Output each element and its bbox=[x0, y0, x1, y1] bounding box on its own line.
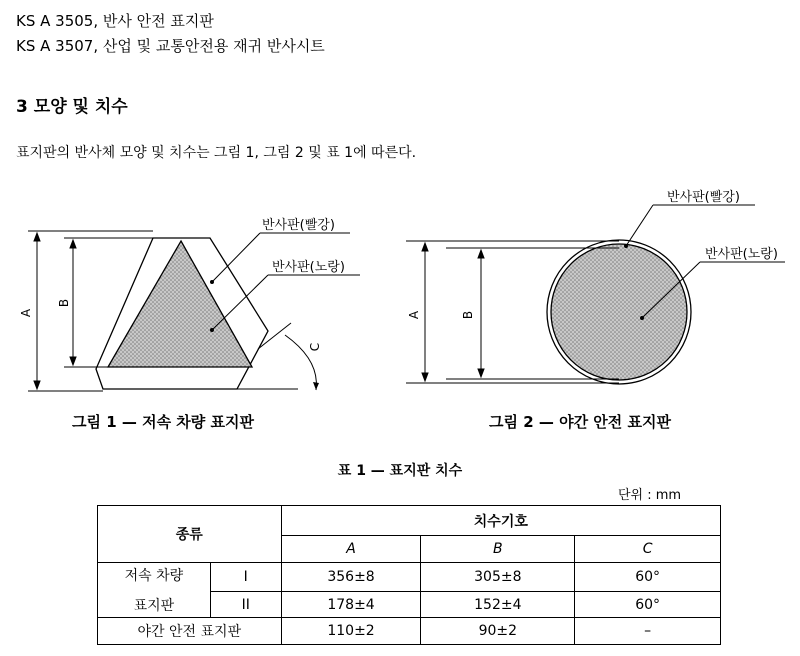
cell-b: 305±8 bbox=[421, 563, 575, 592]
reference-ks-a-3507: KS A 3507, 산업 및 교통안전용 재귀 반사시트 bbox=[16, 37, 325, 55]
header-col-b: B bbox=[421, 536, 575, 563]
dimensions-table bbox=[97, 505, 721, 645]
cell-b: 90±2 bbox=[421, 618, 575, 645]
dimension-b-label: B bbox=[57, 298, 71, 308]
cell-a: 110±2 bbox=[281, 618, 421, 645]
figure-1-slow-vehicle-sign bbox=[0, 185, 400, 410]
cell-a: 178±4 bbox=[281, 592, 421, 618]
header-col-a: A bbox=[281, 536, 421, 563]
section-paragraph: 표지판의 반사체 모양 및 치수는 그림 1, 그림 2 및 표 1에 따른다. bbox=[16, 145, 417, 161]
figure-2-caption: 그림 2 — 야간 안전 표지판 bbox=[489, 413, 671, 431]
dimension-a-label: A bbox=[19, 308, 33, 318]
row-sub-label: I bbox=[210, 563, 281, 592]
sign-inner-circle bbox=[551, 244, 687, 380]
label-outer-reflector: 반사판(빨강) bbox=[262, 218, 335, 233]
label-inner-reflector: 반사판(노랑) bbox=[705, 247, 778, 262]
header-col-c: C bbox=[575, 536, 721, 563]
night-sign-label: 야간 안전 표지판 bbox=[98, 618, 282, 645]
dimension-b-label: B bbox=[461, 310, 475, 320]
header-dimension-symbol: 치수기호 bbox=[281, 506, 720, 536]
label-inner-reflector: 반사판(노랑) bbox=[272, 260, 345, 275]
table-row bbox=[98, 618, 721, 645]
group-label-line-2: 표지판 bbox=[133, 598, 175, 614]
section-number: 3 bbox=[16, 97, 28, 117]
table-caption: 표 1 — 표지판 치수 bbox=[337, 463, 463, 479]
section-title: 모양 및 치수 bbox=[33, 97, 128, 117]
cell-c: 60° bbox=[575, 592, 721, 618]
row-sub-label: II bbox=[210, 592, 281, 618]
group-label-slow-vehicle bbox=[98, 563, 211, 618]
cell-c: – bbox=[575, 618, 721, 645]
table-row bbox=[98, 563, 721, 592]
dimension-a-label: A bbox=[407, 310, 421, 320]
cell-c: 60° bbox=[575, 563, 721, 592]
leader-outer bbox=[625, 205, 756, 248]
dimension-c-label: C bbox=[308, 342, 322, 352]
figure-1-caption: 그림 1 — 저속 차량 표지판 bbox=[72, 413, 254, 431]
table-header-row bbox=[98, 506, 721, 536]
section-heading bbox=[16, 92, 128, 117]
figure-2-night-safety-sign bbox=[400, 185, 800, 410]
table-unit: 단위 : mm bbox=[618, 488, 682, 503]
cell-a: 356±8 bbox=[281, 563, 421, 592]
reference-ks-a-3505: KS A 3505, 반사 안전 표지판 bbox=[16, 12, 214, 30]
header-kind: 종류 bbox=[98, 506, 282, 563]
cell-b: 152±4 bbox=[421, 592, 575, 618]
group-label-line-1: 저속 차량 bbox=[124, 568, 184, 584]
label-outer-reflector: 반사판(빨강) bbox=[667, 190, 740, 205]
